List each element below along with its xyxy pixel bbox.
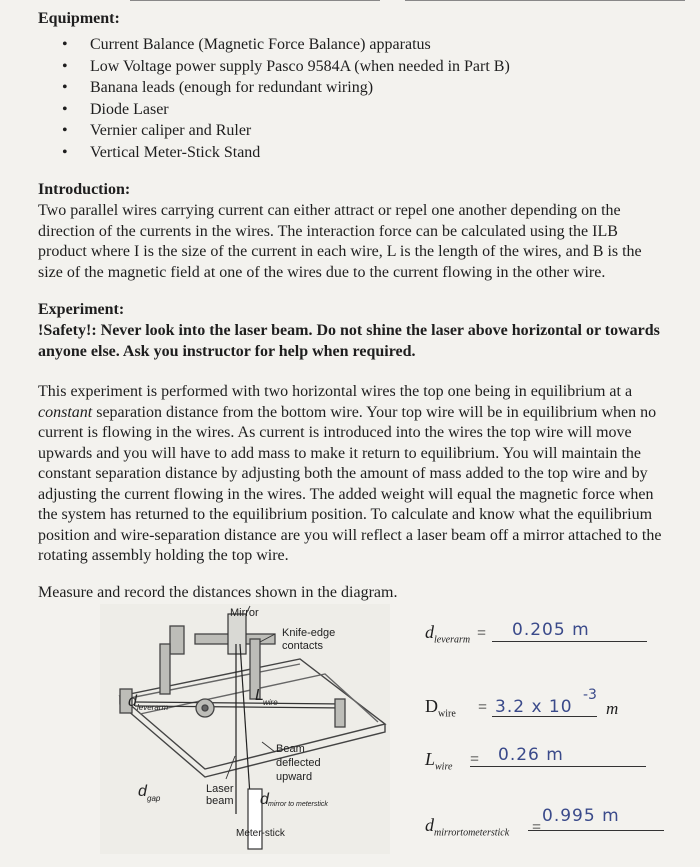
current-balance-diagram xyxy=(100,604,390,854)
list-item: • Current Balance (Magnetic Force Balance) apparatus xyxy=(38,34,510,56)
beam-label-1: Beam xyxy=(276,743,305,755)
introduction-heading: Introduction: xyxy=(38,181,131,198)
laser-label-2: beam xyxy=(206,795,234,807)
symbol: d xyxy=(425,622,434,642)
mirror-label: Mirror xyxy=(230,607,259,619)
d-gap-subscript: gap xyxy=(147,794,161,803)
l-wire-subscript: wire xyxy=(263,698,278,707)
subscript: mirrortometerstick xyxy=(434,827,510,839)
wire-d-unit: m xyxy=(606,699,619,718)
equals-sign: = xyxy=(478,699,488,716)
d-mirror-label xyxy=(425,815,509,839)
l-wire-symbol: L xyxy=(255,687,264,704)
equals-sign: = xyxy=(477,625,487,642)
mirror-value: 0.995 m xyxy=(542,806,620,826)
knife-edge-label-2: contacts xyxy=(282,640,323,652)
equals-sign: = xyxy=(532,819,542,836)
top-rule-right xyxy=(405,0,685,1)
wire-l-blank xyxy=(470,766,646,767)
d-leverarm-symbol: d xyxy=(128,693,137,710)
laser-label-1: Laser xyxy=(206,783,234,795)
wire-d-exponent: -3 xyxy=(583,687,597,703)
subscript: wire xyxy=(438,708,456,720)
equipment-heading: Equipment: xyxy=(38,10,120,27)
subscript: wire xyxy=(435,761,453,773)
wire-d-value: 3.2 x 10 xyxy=(495,697,573,717)
list-item: • Low Voltage power supply Pasco 9584A (when needed in Part B) xyxy=(38,56,510,78)
experiment-text xyxy=(38,382,670,567)
d-wire-label xyxy=(425,696,456,720)
measure-instruction: Measure and record the distances shown in the diagram. xyxy=(38,584,398,601)
list-item: • Banana leads (enough for redundant wiring) xyxy=(38,77,510,99)
experiment-text-italic: constant xyxy=(38,403,93,421)
list-item: • Vernier caliper and Ruler xyxy=(38,120,510,142)
symbol: d xyxy=(425,815,434,835)
meter-stick-label: Meter-stick xyxy=(236,828,285,839)
beam-label-3: upward xyxy=(276,771,313,783)
introduction-text: Two parallel wires carrying current can either attract or repel one another depending on the direction of the currents in the wires. The interaction force can be calculated using the ILB product where I is the size of the current in each wire, L is the length of the wires, and B is the size of the magnetic field at one of the wires due to the current flowing in the other wire. xyxy=(38,202,642,281)
wire-l-value: 0.26 m xyxy=(498,745,564,765)
safety-warning: !Safety!: Never look into the laser beam. Do not shine the laser above horizontal or towards anyone else. Ask you instructor for help when required. xyxy=(38,322,660,360)
top-rule-left xyxy=(130,0,380,1)
leverarm-blank xyxy=(492,641,647,642)
equipment-list xyxy=(38,34,510,163)
d-leverarm-label xyxy=(425,622,470,646)
beam-label-2: deflected xyxy=(276,757,321,769)
symbol: D xyxy=(425,696,438,716)
list-item: • Vertical Meter-Stick Stand xyxy=(38,142,510,164)
subscript: leverarm xyxy=(434,634,471,646)
l-wire-label xyxy=(425,749,452,773)
symbol: L xyxy=(425,749,436,769)
d-gap-symbol: d xyxy=(138,783,147,800)
d-mirror-subscript: mirror to meterstick xyxy=(268,801,328,808)
list-item: • Diode Laser xyxy=(38,99,510,121)
leverarm-value: 0.205 m xyxy=(512,620,590,640)
mirror-blank xyxy=(528,830,664,831)
d-leverarm-subscript: leverarm xyxy=(137,703,169,712)
equals-sign: = xyxy=(470,751,480,768)
knife-edge-label: Knife-edge xyxy=(282,627,336,639)
mirror-icon xyxy=(228,614,246,654)
d-mirror-symbol: d xyxy=(260,791,269,808)
experiment-text-start: This experiment is performed with two horizontal wires the top one being in equilibrium at a xyxy=(38,383,633,400)
experiment-heading: Experiment: xyxy=(38,301,125,318)
experiment-text-end: separation distance from the bottom wire. Your top wire will be in equilibrium when no current is flowing in the wires. As current is introduced into the wires the top wire will move upwards and you will have to add mass to make it return to equilibrium. You will maintain the constant separation distance by adjusting both the amount of mass added to the top wire and by adjusting the current flowing in the wires. The added weight will equal the magnetic force when the system has returned to the equilibrium position. To calculate and know what the equilibrium position and wire-separation distance are you will reflect a laser beam off a mirror attached to the rotating assembly holding the top wire. xyxy=(38,403,662,564)
